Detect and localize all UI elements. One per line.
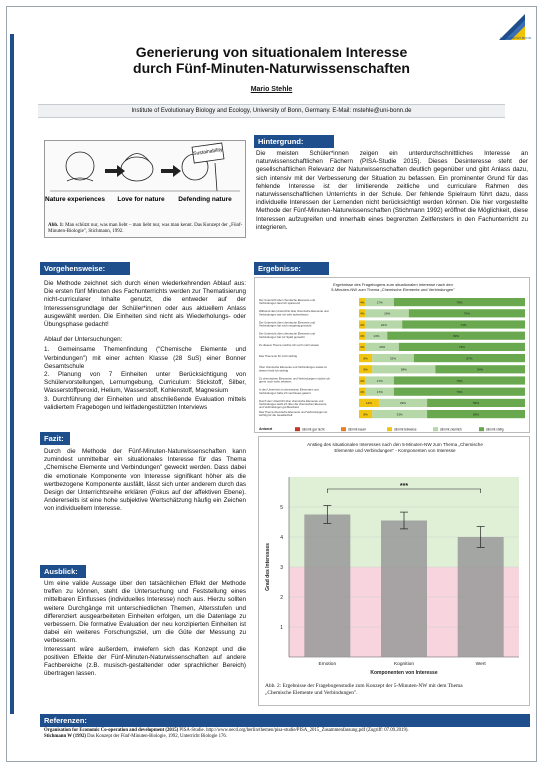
sustainability-sign-text: Sustainability: [192, 146, 223, 158]
chart-1-data-label: 4%: [360, 300, 365, 305]
ausblick-p1: Um eine valide Aussage über den tatsächlichen Effekt der Methode treffen zu können, steht die Untersuchung und Feststellung eines mittelbaren Einflusses (individuelles Interesse) noch aus. Hierzu sollten weitere Durchgänge mit unterschiedlichen Themen, Altersstufen und differenziert ausgearbeiteten Einheiten erfolgen, um die Datenlage zu verbessern. Die formative Evaluation der neu konzipierten Einheiten ist dabei ein weiteres Forschungsziel, um die Güte der Messung zu verbessern.: [44, 580, 246, 645]
reference-2: Stichmann W (1992) Das Konzept der Fünf-Minuten-Biologie, 1992, Unterricht Biologie 176.: [44, 734, 228, 739]
reference-1: Organisation for Economic Co-operation and development (2015) PISA-Studie. http://www.oecd.org/berlin/themen/pisa-studie/PISA_2015_Zusammenfassung.pdf (Zugriff: 07.09.2019).: [44, 728, 409, 733]
chart-1-data-label: 20%: [379, 345, 386, 350]
chart-1-category-label: Verbindungen fand ich spannend: [259, 301, 300, 306]
chart-1-legend-swatch: [479, 427, 484, 431]
section-head-ausblick: Ausblick:: [40, 565, 86, 578]
chart-1-category-label: Durch den Unterricht über chemische Elemente und: [259, 398, 324, 403]
chart-1-category-label: Über chemische Elemente und Verbindungen etwas zu: [259, 365, 328, 370]
chart-2-y-axis-label: Grad des Interesses: [265, 543, 271, 591]
vorgehensweise-p4: 2. Planung von 7 Einheiten unter Berücksichtigung von Schülervorstellungen, Lernumgebung, Curriculum: Stickstoff, Silber, Wasserstoffperoxid, Helium, Wasserstoff, Kohlenstoff, Magnesium: [44, 371, 246, 395]
chart-1-data-label: 4%: [360, 390, 365, 394]
fazit-text: Durch die Methode der Fünf-Minuten-Naturwissenschaften kann zumindest unmittelbar ein situationales Interesse für das Thema „Chemische Elemente und Verbindungen" geweckt werden. Dass dabei die emotionale Komponente von Interesse signifikant höher als die wertbezogene Komponente ausfällt, lässt sich unter anderem durch das Design der Unterrichtsreihe erklären (Fokus auf der affektiven Ebene). Andererseits ist eine hohe subjektive Wertschätzung häufig ein Zeichen von individuellem Interesse.: [44, 448, 246, 513]
chart-1-data-label: 4%: [360, 345, 365, 350]
chart-1-legend-swatch: [433, 427, 438, 431]
chart-1-data-label: 4%: [360, 378, 365, 383]
chart-1-data-label: 17%: [376, 390, 383, 394]
chart-1-category-label: wissen finde ich wichtig: [259, 368, 289, 373]
chart-1-data-label: 25%: [390, 356, 397, 361]
chart-1-data-label: 33%: [396, 412, 403, 417]
chart-2-caption-line: „Chemische Elemente und Verbindungen".: [265, 690, 358, 696]
chart-2-y-tick-label: 4: [280, 535, 283, 541]
section-head-fazit: Fazit:: [40, 432, 70, 445]
references: [44, 728, 529, 740]
chart-1-data-label: 4%: [360, 334, 365, 338]
chart-2: [258, 436, 530, 706]
chart-1-data-label: 4%: [360, 322, 365, 327]
section-head-hintergrund: Hintergrund:: [254, 135, 334, 148]
chart-2-significance-label: ***: [399, 483, 409, 490]
chart-1-category-label: Das Thema chemische Elemente und Verbindungen ist: [259, 410, 328, 414]
chart-2-bar: [304, 515, 350, 658]
logo-wordmark: UNIVERSITÄT BONN: [500, 36, 531, 40]
chart-1-category-label: Verbindungen weiß ich über die chemischen Elemente: [259, 402, 327, 406]
chart-1-category-label: Verbindungen war ich sehr aufmerksam: [259, 312, 309, 317]
chart-1-data-label: 29%: [399, 401, 406, 406]
chart-1-data-label: 12%: [365, 401, 372, 406]
chart-1-data-label: 79%: [456, 390, 463, 394]
chart-1-category-label: Verbindungen hat mir Spaß gemacht: [259, 334, 305, 339]
chart-1-category-label: wichtig für die Gesellschaft: [259, 413, 293, 418]
section-head-vorgehensweise: Vorgehensweise:: [40, 262, 130, 275]
chart-1-data-label: 74%: [460, 322, 467, 327]
chart-1-category-label: und Verbindungen gut Bescheid: [259, 405, 299, 410]
chart-1-data-label: 8%: [363, 412, 368, 417]
chart-2-y-tick-label: 3: [280, 565, 283, 571]
vorgehensweise-p5: 3. Durchführung der Einheiten und abschließende Evaluation mittels validiertem Fragebogen und leitfadengestützten Interviews: [44, 395, 246, 411]
chart-2-x-tick-label: Kognition: [393, 662, 415, 667]
chart-1-data-label: 4%: [360, 311, 365, 316]
chart-1-legend-label: stimmt kaum: [348, 427, 367, 432]
figure-1-label-2: Love for nature: [117, 196, 165, 203]
chart-2-x-tick-label: Wert: [475, 662, 486, 667]
hintergrund-text: Die meisten Schüler*innen zeigen ein unterdurchschnittliches Interesse an naturwissenschaftlichen Fächern (PISA-Studie 2015). Dieses Desinteresse steht der gesellschaftlichen Relevanz der Naturwissenschaften deutlich gegenüber und gibt Anlass dazu, sich intensiv mit der Verbesserung der Situation zu befassen. Ein prominenter Grund für das fehlende Interesse ist der limitierende zeitliche und curriculare Rahmen des naturwissenschaftlichen Unterrichts in der Schule. Der fehlende Spielraum führt dazu, dass individuelle Interessen der Lernenden nicht berücksichtigt werden können. Die hier vorgestellte Methode der Fünf-Minuten-Naturwissenschaften (Stichmann 1992) eröffnet die Möglichkeit, diese Interessen aufzugreifen und innerhalb eines begrenzten Zeitfensters in den Fachunterricht zu integrieren.: [256, 150, 528, 231]
chart-1-category-label: In den Unterricht zu chemischen Elementen und: [259, 387, 319, 392]
ausblick-text: [44, 580, 246, 678]
poster-title-line2: durch Fünf-Minuten-Naturwissenschaften: [133, 60, 410, 76]
vorgehensweise-text: [44, 280, 246, 412]
chart-1-legend-swatch: [295, 427, 300, 431]
chart-1-data-label: 8%: [363, 367, 368, 372]
chart-1-category-label: Der Unterricht über chemische Elemente und: [259, 331, 315, 336]
chart-1-category-label: Zu chemischen Elementen und Verbindungen möchte ich: [259, 376, 330, 381]
chart-1-category-label: Verbindungen habe ich viel Neues gelernt: [259, 390, 311, 395]
chart-2-x-axis-label: Komponenten von Interesse: [370, 670, 438, 676]
figure-1: [44, 140, 246, 238]
chart-2-title-line: Elemente und Verbindungen" - Komponenten von Interesse: [334, 448, 456, 453]
chart-1-data-label: 38%: [400, 367, 407, 372]
chart-1-data-label: 59%: [473, 412, 480, 417]
chart-1-data-label: 17%: [376, 300, 383, 305]
chart-1-data-label: 26%: [384, 311, 391, 316]
chart-2-bar: [458, 537, 504, 657]
left-accent-bar: [10, 34, 14, 714]
chart-1-data-label: 54%: [477, 367, 484, 372]
chart-1-title-line: 5-Minuten-NW zum Thema „Chemische Elemente und Verbindungen": [331, 287, 455, 292]
chart-1-legend-label: stimmt gar nicht: [302, 427, 325, 432]
chart-1-svg: [255, 278, 531, 434]
section-head-ergebnisse: Ergebnisse:: [254, 262, 329, 275]
affiliation: Institute of Evolutionary Biology and Ecology, University of Bonn, Germany. E-Mail: mstehle@uni-bonn.de: [38, 104, 505, 118]
figure-1-caption: Abb. 1: Man schützt nur, was man liebt – man liebt nur, was man kennt. Das Konzept der „Fünf-Minuten-Biologie", Stichmann, 1992.: [48, 223, 243, 234]
chart-1-data-label: 17%: [376, 378, 383, 383]
figure-1-label-3: Defending nature: [178, 196, 232, 203]
vorgehensweise-p3: 1. Gemeinsame Themenfindung ("Chemische Elemente und Verbindungen") mit einer achten Klasse (28 SuS) einer Bonner Gesamtschule: [44, 346, 246, 370]
chart-1-category-label: Während des Unterrichts über chemische Elemente und: [259, 309, 329, 314]
chart-2-y-tick-label: 2: [280, 595, 283, 601]
figure-1-drawing: [45, 141, 245, 211]
chart-1-data-label: 59%: [473, 401, 480, 406]
chart-2-caption-line: Abb. 2: Ergebnisse der Fragebogenstudie zum Konzept der 5-Minuten-NW mit dem Thema: [265, 683, 463, 689]
chart-1-data-label: 67%: [466, 356, 473, 361]
chart-1-data-label: 70%: [463, 311, 470, 316]
chart-1-category-label: Der Unterricht über chemische Elemente und: [259, 320, 315, 325]
chart-1-legend-swatch: [387, 427, 392, 431]
chart-2-svg: [259, 437, 531, 707]
chart-1-category-label: Verbindungen hat mich neugierig gemacht: [259, 323, 312, 328]
chart-2-y-tick-label: 1: [280, 625, 283, 631]
chart-1-legend-label: stimmt teilweise: [394, 427, 417, 432]
chart-1-category-label: Der Unterricht über chemische Elemente und: [259, 298, 315, 302]
author: Mario Stehle: [250, 86, 293, 93]
chart-2-y-tick-label: 5: [280, 505, 283, 511]
chart-1-data-label: 22%: [380, 322, 387, 327]
chart-2-x-tick-label: Emotion: [318, 662, 337, 667]
figure-1-label-1: Nature experiences: [45, 196, 105, 203]
chart-1: [254, 277, 530, 433]
section-head-referenzen: Referenzen:: [40, 714, 530, 727]
vorgehensweise-p2: Ablauf der Untersuchungen:: [44, 336, 123, 344]
chart-1-category-label: Zu diesem Thema möchte ich noch mehr wissen: [259, 342, 320, 347]
chart-1-title-line: Ergebnisse des Fragebogens zum situationalen Interesse nach den: [333, 282, 453, 287]
chart-1-legend-swatch: [341, 427, 346, 431]
poster-title-line1: Generierung von situationalem Interesse: [135, 44, 408, 60]
chart-1-data-label: 8%: [363, 356, 368, 361]
chart-1-legend-label: stimmt ziemlich: [440, 427, 462, 432]
chart-1-data-label: 13%: [373, 334, 380, 338]
chart-2-title-line: Anstieg des situationalen Interesses nach den 5-Minuten-NW zum Thema „Chemische: [307, 442, 483, 447]
ausblick-p2: Interessant wäre außerdem, inwiefern sich das Konzept und die positiven Effekte der Fünf-Minuten-Naturwissenschaften auf andere Fachbereiche (z.B. musisch-gestaltender oder sprachlicher Bereich) übertragen lassen.: [44, 645, 246, 678]
chart-1-data-label: 76%: [458, 345, 465, 350]
chart-1-legend-title: Antwort: [259, 427, 273, 432]
chart-2-bar: [381, 521, 427, 658]
chart-1-data-label: 79%: [456, 378, 463, 383]
chart-1-data-label: 79%: [456, 300, 463, 305]
chart-1-category-label: gerne noch mehr erfahren: [259, 379, 292, 384]
chart-1-data-label: 83%: [453, 334, 460, 338]
vorgehensweise-p1: Die Methode zeichnet sich durch einen wiederkehrenden Ablauf aus: Die ersten fünf Minuten des Fachunterrichts werden zur Thematisierung nicht-curricularer Inhalte genutzt, die entweder auf der Interessensgrundlage der Schüler*innen oder aus aktuellem Anlass ausgewählt werden. Die Einheiten sind nicht als Wiederholungs- oder Übungsphase gedacht!: [44, 280, 246, 329]
chart-1-category-label: Das Thema ist für mich wichtig: [259, 354, 298, 358]
chart-1-legend-label: stimmt völlig: [486, 427, 504, 432]
